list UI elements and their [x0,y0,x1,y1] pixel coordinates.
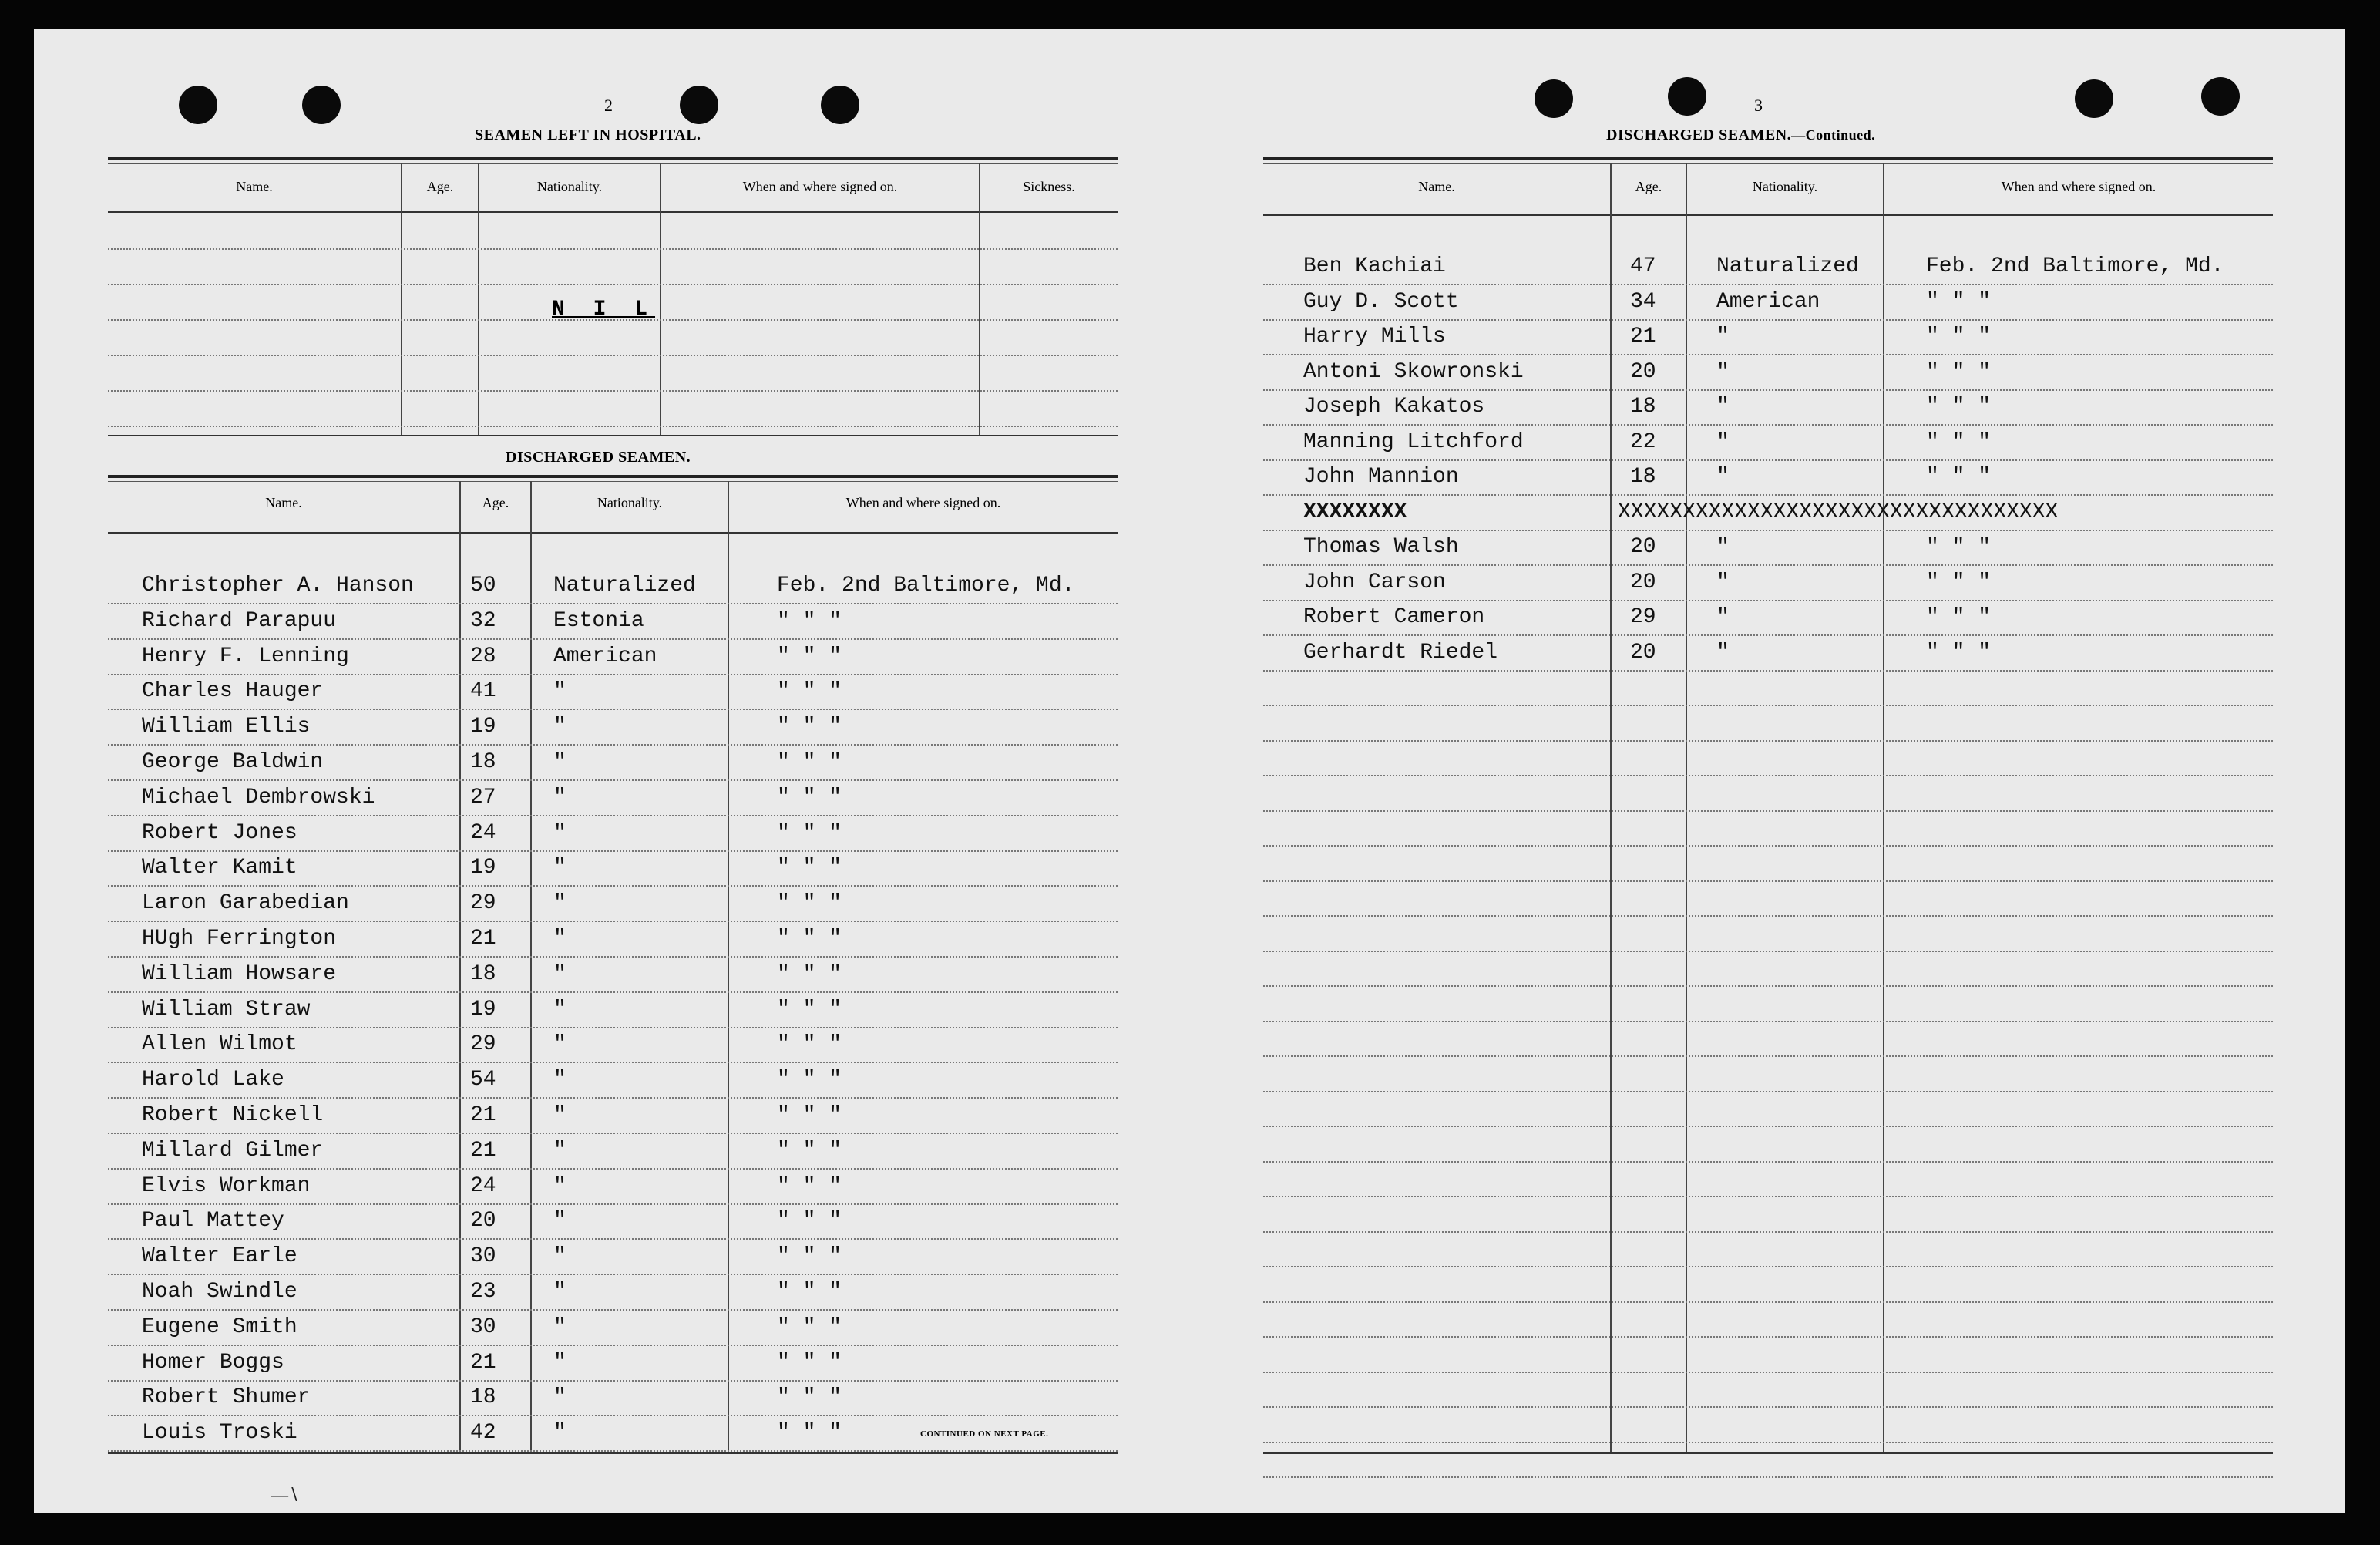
seaman-name: Richard Parapuu [142,609,337,633]
seaman-nationality: " [1716,535,1730,559]
seaman-name: Elvis Workman [142,1174,311,1198]
seaman-signed-on: " " " [1926,605,1992,629]
punch-hole [1668,77,1706,116]
seaman-name: Laron Garabedian [142,891,349,915]
nil-entry: N I L [552,298,656,321]
seaman-nationality: " [553,1103,566,1127]
seaman-name: Robert Shumer [142,1385,311,1409]
header-nationality: Nationality. [536,179,603,194]
column-divider [1883,163,1884,1452]
dotted-line [1263,1372,2273,1373]
rule [1263,1452,2273,1454]
dotted-line [1263,284,2273,285]
seaman-age: 18 [1630,465,1656,489]
rule [108,211,1118,213]
rule [108,532,1118,534]
seaman-nationality: American [553,645,657,668]
rule [108,1452,1118,1454]
dotted-line [1263,880,2273,882]
dotted-line [108,1309,1118,1311]
seaman-age: 18 [470,962,496,986]
seaman-age: 20 [470,1209,496,1233]
punch-hole [2201,77,2240,116]
header-age: Age. [426,179,454,194]
seaman-signed-on: " " " [777,1209,842,1233]
seaman-name: William Ellis [142,715,311,739]
document-sheet [34,29,2345,1513]
seaman-signed-on: " " " [1926,290,1992,314]
column-divider [478,163,479,435]
dotted-line [108,956,1118,958]
seaman-age: 20 [1630,571,1656,594]
seaman-signed-on: " " " [777,750,842,774]
seaman-signed-on: " " " [777,1385,842,1409]
dotted-line [1263,600,2273,601]
punch-hole [1535,79,1573,118]
seaman-nationality: " [553,1385,566,1409]
seaman-age: 19 [470,998,496,1022]
rule [108,475,1118,478]
seaman-signed-on: " " " [1926,641,1992,665]
seaman-signed-on: " " " [1926,360,1992,384]
seaman-nationality: " [1716,465,1730,489]
dotted-line [108,1415,1118,1416]
seaman-nationality: " [553,927,566,951]
dotted-line [1263,530,2273,531]
dotted-line [1263,985,2273,987]
seaman-name: Walter Kamit [142,856,298,880]
dotted-line [1263,775,2273,776]
seaman-signed-on: Feb. 2nd Baltimore, Md. [1926,254,2224,278]
seaman-name: Noah Swindle [142,1280,298,1304]
seaman-age: 29 [1630,605,1656,629]
dotted-line [108,1168,1118,1170]
seaman-nationality: " [1716,430,1730,454]
seaman-name: Allen Wilmot [142,1032,298,1056]
seaman-signed-on: " " " [777,1421,842,1445]
dotted-line [1263,1301,2273,1303]
discharged-title: DISCHARGED SEAMEN. [506,449,691,466]
seaman-name: William Straw [142,998,311,1022]
dotted-line [108,1062,1118,1063]
seaman-age: 20 [1630,535,1656,559]
seaman-age: 21 [470,1139,496,1163]
page-number: 3 [1754,96,1763,115]
seaman-nationality: " [553,1209,566,1233]
seaman-signed-on: " " " [777,645,842,668]
seaman-name: Homer Boggs [142,1351,284,1375]
dotted-line [1263,1231,2273,1233]
seaman-age: 27 [470,786,496,810]
seaman-nationality: " [553,1280,566,1304]
header-signed-on: When and where signed on. [845,495,1001,510]
seaman-signed-on: " " " [777,1103,842,1127]
seaman-signed-on: " " " [777,1315,842,1339]
seaman-name: Manning Litchford [1303,430,1524,454]
seaman-signed-on: " " " [1926,571,1992,594]
seaman-signed-on: " " " [1926,395,1992,419]
seaman-name: Joseph Kakatos [1303,395,1485,419]
seaman-age: 19 [470,715,496,739]
seaman-signed-on: " " " [777,1174,842,1198]
seaman-nationality: " [553,1315,566,1339]
rule [1263,214,2273,216]
seaman-name: Robert Jones [142,821,298,845]
seaman-signed-on: " " " [777,679,842,703]
seaman-nationality: Naturalized [1716,254,1859,278]
header-sickness: Sickness. [1023,179,1075,194]
seaman-age: 24 [470,821,496,845]
seaman-nationality: " [553,715,566,739]
dotted-line [108,779,1118,781]
dotted-line [1263,810,2273,812]
dotted-line [1263,705,2273,706]
seaman-signed-on: " " " [777,998,842,1022]
seaman-age: 20 [1630,641,1656,665]
seaman-name: Christopher A. Hanson [142,574,414,597]
dotted-line [1263,354,2273,355]
column-divider [401,163,402,435]
page-title [1606,126,1875,144]
seaman-nationality: " [553,1032,566,1056]
pencil-mark: —∖ [271,1485,300,1504]
rule [108,157,1118,160]
punch-hole [680,86,718,124]
seaman-age: 50 [470,574,496,597]
dotted-line [108,1238,1118,1240]
struck-out-line: XXXXXXXXXXXXXXXXXXXXXXXXXXXXXXXXXX [1618,500,2059,524]
dotted-line [1263,1406,2273,1408]
hospital-title: SEAMEN LEFT IN HOSPITAL. [475,126,701,143]
rule [1263,157,2273,160]
dotted-line [108,1133,1118,1134]
seaman-age: 42 [470,1421,496,1445]
seaman-age: 30 [470,1244,496,1268]
seaman-name: George Baldwin [142,750,324,774]
seaman-name: John Mannion [1303,465,1459,489]
seaman-age: 21 [470,927,496,951]
seaman-signed-on: " " " [777,1280,842,1304]
seaman-signed-on: " " " [777,856,842,880]
seaman-signed-on: " " " [777,821,842,845]
punch-hole [2075,79,2113,118]
seaman-nationality: " [553,998,566,1022]
seaman-age: 34 [1630,290,1656,314]
seaman-name: Harry Mills [1303,325,1446,348]
seaman-signed-on: " " " [777,1244,842,1268]
struck-out-name: XXXXXXXX [1303,500,1407,524]
seaman-name: John Carson [1303,571,1446,594]
dotted-line [1263,670,2273,672]
seaman-name: Millard Gilmer [142,1139,324,1163]
dotted-line [1263,494,2273,496]
seaman-age: 18 [470,750,496,774]
column-divider [728,481,729,1452]
seaman-nationality: " [1716,641,1730,665]
title-main: DISCHARGED SEAMEN. [1606,126,1792,143]
punch-hole [821,86,859,124]
seaman-age: 21 [1630,325,1656,348]
dotted-line [108,1345,1118,1346]
title-suffix: —Continued. [1791,127,1876,143]
seaman-signed-on: Feb. 2nd Baltimore, Md. [777,574,1075,597]
seaman-nationality: " [553,962,566,986]
dotted-line [108,991,1118,993]
seaman-signed-on: " " " [777,786,842,810]
dotted-line [108,709,1118,710]
seaman-nationality: " [1716,395,1730,419]
seaman-nationality: " [553,1351,566,1375]
seaman-age: 23 [470,1280,496,1304]
header-signed-on: When and where signed on. [742,179,898,194]
seaman-age: 20 [1630,360,1656,384]
seaman-age: 29 [470,1032,496,1056]
seaman-name: Eugene Smith [142,1315,298,1339]
seaman-nationality: " [1716,605,1730,629]
dotted-line [1263,1126,2273,1127]
header-name: Name. [265,495,302,510]
seaman-age: 47 [1630,254,1656,278]
seaman-signed-on: " " " [1926,535,1992,559]
dotted-line [1263,740,2273,742]
dotted-line [108,355,1118,356]
seaman-name: Louis Troski [142,1421,298,1445]
seaman-nationality: " [553,856,566,880]
seaman-nationality: " [553,750,566,774]
seaman-nationality: " [553,679,566,703]
dotted-line [108,284,1118,285]
dotted-line [108,603,1118,604]
seaman-age: 19 [470,856,496,880]
dotted-line [108,1274,1118,1275]
seaman-nationality: " [553,1244,566,1268]
dotted-line [1263,1442,2273,1443]
dotted-line [1263,1476,2273,1478]
seaman-signed-on: " " " [777,927,842,951]
seaman-nationality: " [553,1068,566,1092]
header-signed-on: When and where signed on. [2001,179,2156,194]
column-divider [459,481,461,1452]
page-number: 2 [604,96,613,115]
dotted-line [1263,634,2273,636]
seaman-signed-on: " " " [1926,430,1992,454]
dotted-line [108,390,1118,392]
column-divider [1610,163,1612,1452]
dotted-line [108,885,1118,887]
dotted-line [1263,459,2273,461]
column-divider [979,163,980,435]
seaman-name: Paul Mattey [142,1209,284,1233]
continued-note: CONTINUED ON NEXT PAGE. [920,1429,1049,1439]
dotted-line [1263,1161,2273,1163]
dotted-line [1263,845,2273,847]
column-divider [1686,163,1687,1452]
seaman-name: Robert Nickell [142,1103,324,1127]
seaman-name: Michael Dembrowski [142,786,375,810]
seaman-nationality: " [1716,571,1730,594]
seaman-signed-on: " " " [777,891,842,915]
seaman-nationality: American [1716,290,1820,314]
seaman-age: 18 [1630,395,1656,419]
seaman-nationality: " [553,786,566,810]
seaman-name: Charles Hauger [142,679,324,703]
header-age: Age. [1635,179,1662,194]
dotted-line [108,1450,1118,1452]
dotted-line [1263,1336,2273,1338]
seaman-signed-on: " " " [777,1068,842,1092]
dotted-line [1263,1091,2273,1092]
column-divider [530,481,532,1452]
seaman-age: 21 [470,1351,496,1375]
seaman-age: 32 [470,609,496,633]
seaman-nationality: Estonia [553,609,644,633]
header-age: Age. [482,495,509,510]
dotted-line [1263,1055,2273,1057]
seaman-nationality: " [553,1421,566,1445]
rule [108,435,1118,436]
rule [108,481,1118,482]
dotted-line [108,426,1118,427]
rule [1263,163,2273,164]
seaman-signed-on: " " " [777,1351,842,1375]
rule [108,163,1118,164]
punch-hole [302,86,341,124]
dotted-line [108,850,1118,852]
header-nationality: Nationality. [597,495,663,510]
seaman-name: Thomas Walsh [1303,535,1459,559]
seaman-age: 28 [470,645,496,668]
seaman-nationality: " [553,891,566,915]
seaman-name: Walter Earle [142,1244,298,1268]
dotted-line [108,674,1118,675]
dotted-line [1263,1266,2273,1267]
header-nationality: Nationality. [1752,179,1818,194]
dotted-line [108,815,1118,816]
seaman-nationality: " [553,1174,566,1198]
seaman-signed-on: " " " [777,1139,842,1163]
dotted-line [1263,1196,2273,1197]
seaman-nationality: " [553,1139,566,1163]
seaman-age: 18 [470,1385,496,1409]
punch-hole [179,86,217,124]
seaman-signed-on: " " " [777,962,842,986]
column-divider [660,163,661,435]
seaman-name: Guy D. Scott [1303,290,1459,314]
dotted-line [108,921,1118,922]
seaman-nationality: " [1716,325,1730,348]
dotted-line [1263,1021,2273,1022]
dotted-line [1263,319,2273,321]
seaman-name: HUgh Ferrington [142,927,337,951]
dotted-line [108,638,1118,640]
dotted-line [1263,915,2273,917]
dotted-line [1263,389,2273,391]
dotted-line [108,744,1118,746]
dotted-line [1263,424,2273,426]
seaman-signed-on: " " " [1926,465,1992,489]
seaman-name: Robert Cameron [1303,605,1485,629]
dotted-line [1263,951,2273,952]
seaman-signed-on: " " " [777,1032,842,1056]
seaman-name: Antoni Skowronski [1303,360,1524,384]
seaman-age: 54 [470,1068,496,1092]
dotted-line [1263,564,2273,566]
dotted-line [108,1380,1118,1382]
header-name: Name. [236,179,273,194]
header-name: Name. [1418,179,1455,194]
seaman-age: 30 [470,1315,496,1339]
seaman-name: William Howsare [142,962,337,986]
dotted-line [108,1027,1118,1028]
seaman-signed-on: " " " [1926,325,1992,348]
dotted-line [108,248,1118,250]
seaman-name: Ben Kachiai [1303,254,1446,278]
dotted-line [108,1097,1118,1099]
seaman-name: Henry F. Lenning [142,645,349,668]
seaman-age: 24 [470,1174,496,1198]
seaman-age: 21 [470,1103,496,1127]
seaman-age: 29 [470,891,496,915]
seaman-signed-on: " " " [777,715,842,739]
seaman-age: 22 [1630,430,1656,454]
seaman-age: 41 [470,679,496,703]
seaman-name: Gerhardt Riedel [1303,641,1498,665]
seaman-nationality: " [553,821,566,845]
seaman-nationality: Naturalized [553,574,696,597]
seaman-signed-on: " " " [777,609,842,633]
seaman-nationality: " [1716,360,1730,384]
seaman-name: Harold Lake [142,1068,284,1092]
dotted-line [108,1203,1118,1205]
